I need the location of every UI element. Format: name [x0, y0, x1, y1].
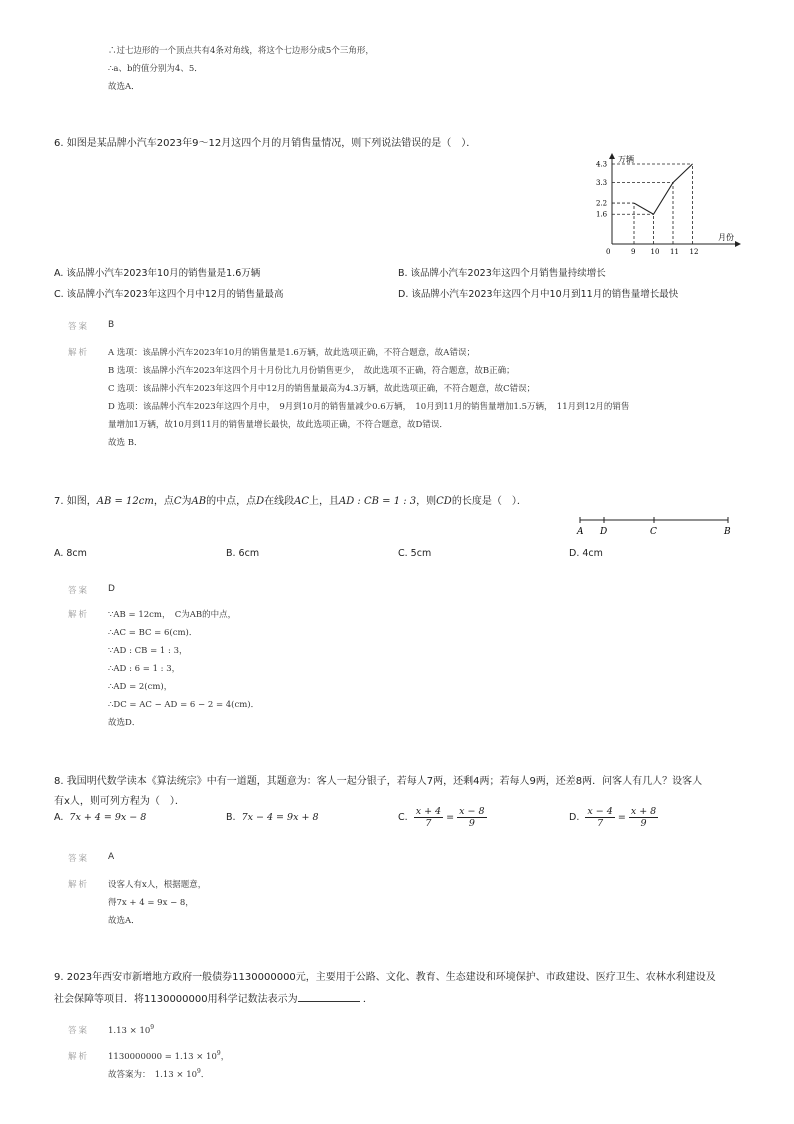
q6-x-tick-10: 10 — [650, 248, 660, 256]
q8-d-fraction-left: $\frac{x - 4}{7}$ — [587, 806, 613, 829]
q7-analysis-line-4: ∴AD : 6 = 1 : 3， — [108, 664, 181, 674]
q6-analysis-line-2: B 选项：该品牌小汽车2023年这四个月十月份比九月份销售更少， 故此选项不正确，符合题意，故B正确； — [108, 366, 515, 376]
q9-stem-line-2: 社会保障等项目．将1130000000用科学记数法表示为 ． — [54, 990, 373, 1005]
q9-answer-label: 答案 — [68, 1026, 90, 1036]
q7-analysis-line-2: ∴AC = BC = 6(cm)． — [108, 628, 198, 638]
q9-answer-blank[interactable] — [298, 991, 360, 1002]
q7-analysis-line-6: ∴DC = AC − AD = 6 − 2 = 4(cm)． — [108, 700, 260, 710]
q7-segment-figure — [570, 514, 740, 538]
q8-answer: A — [108, 852, 115, 862]
q8-option-d[interactable]: D. $\frac{x - 4}{7}$ = $\frac{x + 8}{9}$ — [569, 806, 657, 829]
q6-stem: 6. 如图是某品牌小汽车2023年9～12月这四个月的月销售量情况，则下列说法错误的是（ ）． — [54, 138, 477, 149]
q9-answer: $1.13 \times 10^9$ — [108, 1024, 155, 1036]
q7-option-c[interactable]: C. 5cm — [398, 548, 432, 559]
q7-label-a: A — [577, 527, 584, 537]
q6-option-d[interactable]: D. 该品牌小汽车2023年这四个月中10月到11月的销售量增长最快 — [398, 289, 679, 300]
top-line-3: 故选A． — [108, 82, 140, 92]
q6-x-tick-11: 11 — [670, 248, 679, 256]
q6-analysis-line-4: D 选项：该品牌小汽车2023年这四个月中， 9月到10月的销售量减少0.6万辆， 10月到11月的销售量增加1.5万辆， 11月到12月的销售 — [108, 402, 630, 412]
q7-label-b: B — [724, 527, 731, 537]
q7-analysis-label: 解析 — [68, 610, 90, 620]
q6-y-tick-2-2: 2.2 — [596, 199, 608, 208]
q6-line-chart — [592, 150, 742, 260]
q6-x-label: 月份 — [718, 233, 734, 242]
q8-analysis-line-3: 故选A． — [108, 916, 140, 926]
q6-y-tick-3-3: 3.3 — [596, 179, 608, 188]
q6-answer: B — [108, 320, 115, 330]
q6-analysis-line-3: C 选项：该品牌小汽车2023年这四个月中12月的销售量最高为4.3万辆，故此选项正确，不符合题意，故C错误； — [108, 384, 536, 394]
q7-analysis-line-5: ∴AD = 2(cm)， — [108, 682, 173, 692]
q7-answer: D — [108, 584, 115, 594]
q8-answer-label: 答案 — [68, 854, 90, 864]
q7-analysis-line-3: ∵AD : CB = 1 : 3， — [108, 646, 188, 656]
q6-y-tick-1-6: 1.6 — [596, 210, 608, 219]
q9-stem-line-1: 9. 2023年西安市新增地方政府一般债券1130000000元，主要用于公路、文化、教育、生态建设和环境保护、市政建设、医疗卫生、农林水利建设及 — [54, 972, 716, 983]
q6-answer-label: 答案 — [68, 322, 90, 332]
q8-stem-line-1: 8. 我国明代数学读本《算法统宗》中有一道题，其题意为：客人一起分银子，若每人7两，还剩4两；若每人9两，还差8两．问客人有几人？设客人 — [54, 776, 703, 787]
top-line-1: ∴过七边形的一个顶点共有4条对角线，将这个七边形分成5个三角形， — [108, 46, 374, 56]
q6-x-tick-12: 12 — [689, 248, 699, 256]
q8-analysis-line-1: 设客人有x人，根据题意， — [108, 880, 207, 890]
q8-analysis-label: 解析 — [68, 880, 90, 890]
q7-answer-label: 答案 — [68, 586, 90, 596]
q8-analysis-line-2: 得7x + 4 = 9x − 8， — [108, 898, 194, 908]
q8-c-fraction-left: $\frac{x + 4}{7}$ — [415, 806, 442, 829]
q7-label-c: C — [650, 527, 657, 537]
q6-analysis-label: 解析 — [68, 348, 90, 358]
q6-x-tick-9: 9 — [631, 248, 636, 256]
q8-option-b[interactable]: B. 7x − 4 = 9x + 8 — [226, 812, 319, 823]
q6-series-line — [634, 164, 693, 214]
q8-c-fraction-right: $\frac{x - 8}{9}$ — [459, 806, 485, 829]
q6-analysis-line-6: 故选 B． — [108, 438, 143, 448]
q6-option-c[interactable]: C. 该品牌小汽车2023年这四个月中12月的销售量最高 — [54, 289, 284, 300]
q7-analysis-line-7: 故选D． — [108, 718, 141, 728]
q9-analysis-line-2: 故答案为： $1.13 \times 10^9$． — [108, 1068, 210, 1080]
q7-option-d[interactable]: D. 4cm — [569, 548, 603, 559]
q7-option-a[interactable]: A. 8cm — [54, 548, 87, 559]
q8-d-fraction-right: $\frac{x + 8}{9}$ — [630, 806, 657, 829]
q9-analysis-label: 解析 — [68, 1052, 90, 1062]
q6-y-tick-4-3: 4.3 — [596, 160, 608, 169]
q6-analysis-line-5: 量增加1万辆，故10月到11月的销售量增长最快，故此选项正确，不符合题意，故D错误． — [108, 420, 448, 430]
q6-y-label: 万辆 — [618, 155, 634, 164]
q6-analysis-line-1: A 选项：该品牌小汽车2023年10月的销售量是1.6万辆，故此选项正确，不符合题意，故A错误； — [108, 348, 475, 358]
top-line-2: ∴a、b的值分别为4、5． — [108, 64, 203, 74]
q7-analysis-line-1: ∵AB = 12cm， C为AB的中点， — [108, 610, 237, 620]
q6-origin-label: 0 — [606, 248, 611, 256]
q8-option-a[interactable]: A. 7x + 4 = 9x − 8 — [54, 812, 147, 823]
q8-stem-line-2: 有x人，则可列方程为（ ）． — [54, 796, 185, 807]
q7-stem: 7. 如图，AB = 12cm，点C为AB的中点，点D在线段AC上，且AD : CB = 1 : 3，则CD的长度是（ ）． — [54, 496, 527, 507]
q7-label-d: D — [600, 527, 608, 537]
q7-option-b[interactable]: B. 6cm — [226, 548, 260, 559]
q6-option-a[interactable]: A. 该品牌小汽车2023年10月的销售量是1.6万辆 — [54, 268, 261, 279]
q9-analysis-line-1: $1130000000 = 1.13 \times 10^9$， — [108, 1050, 230, 1062]
q8-option-c[interactable]: C. $\frac{x + 4}{7}$ = $\frac{x - 8}{9}$ — [398, 806, 485, 829]
q6-option-b[interactable]: B. 该品牌小汽车2023年这四个月销售量持续增长 — [398, 268, 606, 279]
